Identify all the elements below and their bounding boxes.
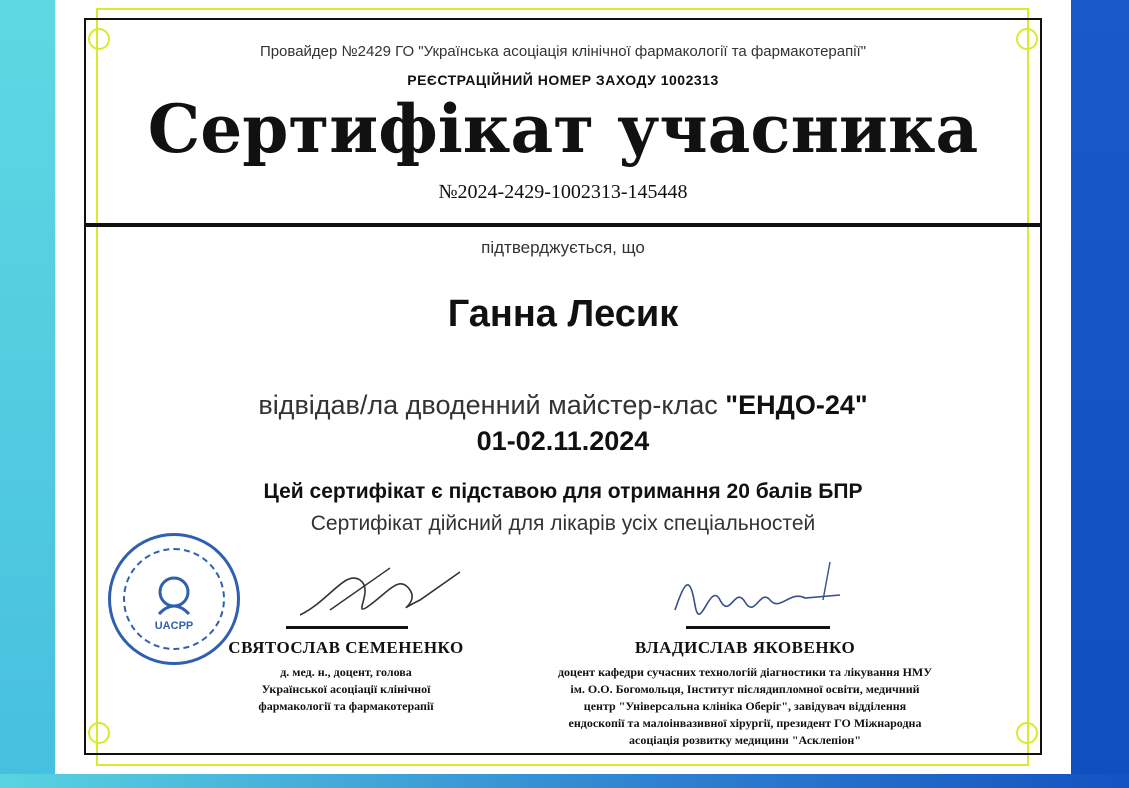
signer-title: центр "Універсальна клініка Оберіг", завідувач відділення	[583, 699, 907, 713]
signer-title: доцент кафедри сучасних технологій діагностики та лікування НМУ	[557, 665, 933, 679]
event-dates: 01-02.11.2024	[476, 426, 650, 456]
signer-title: д. мед. н., доцент, голова	[280, 665, 412, 679]
corner-flourish-bottom-left	[88, 722, 110, 744]
validity-statement: Сертифікат дійсний для лікарів усіх спеціальностей	[310, 512, 816, 535]
attendance-line	[84, 390, 1042, 421]
event-name: "ЕНДО-24"	[725, 390, 868, 420]
signer-name: СВЯТОСЛАВ СЕМЕНЕНКО	[228, 638, 464, 657]
signature-yakovenko-icon	[665, 560, 855, 625]
background-bottom-stripe	[0, 774, 1129, 788]
association-stamp	[108, 533, 240, 665]
signer-title: асоціація розвитку медицини "Асклепіон"	[629, 733, 861, 747]
signer-semenenko	[226, 638, 466, 715]
attendance-prefix: відвідав/ла дводенний майстер-клас	[258, 390, 726, 420]
participant-name: Ганна Лесик	[447, 293, 679, 335]
signature-semenenko-icon	[290, 560, 470, 630]
corner-flourish-bottom-right	[1016, 722, 1038, 744]
cpd-points-statement: Цей сертифікат є підставою для отримання 20 балів БПР	[263, 480, 863, 503]
signature-line-semenenko	[286, 626, 408, 629]
provider-line: Провайдер №2429 ГО "Українська асоціація клінічної фармакології та фармакотерапії"	[259, 43, 867, 60]
signer-yakovenko	[520, 638, 970, 749]
signer-title: ім. О.О. Богомольця, Інститут післядипломної освіти, медичний	[570, 682, 920, 696]
stamp-emblem-icon	[111, 536, 237, 662]
registration-number: РЕЄСТРАЦІЙНИЙ НОМЕР ЗАХОДУ 1002313	[407, 72, 719, 88]
background-left-stripe	[0, 0, 55, 788]
stamp-label: UACPP	[154, 620, 194, 632]
signature-line-yakovenko	[686, 626, 830, 629]
certificate-number: №2024-2429-1002313-145448	[438, 181, 688, 203]
signer-title: Української асоціації клінічної	[261, 682, 431, 696]
confirms-text: підтверджується, що	[481, 238, 645, 257]
certificate-title: Сертифікат учасника	[147, 90, 979, 168]
signer-name: ВЛАДИСЛАВ ЯКОВЕНКО	[634, 638, 856, 657]
background-right-stripe	[1071, 0, 1129, 788]
header-divider	[84, 223, 1042, 227]
signer-title: фармакології та фармакотерапії	[258, 699, 434, 713]
signer-title: ендоскопії та малоінвазивної хірургії, президент ГО Міжнародна	[568, 716, 922, 730]
